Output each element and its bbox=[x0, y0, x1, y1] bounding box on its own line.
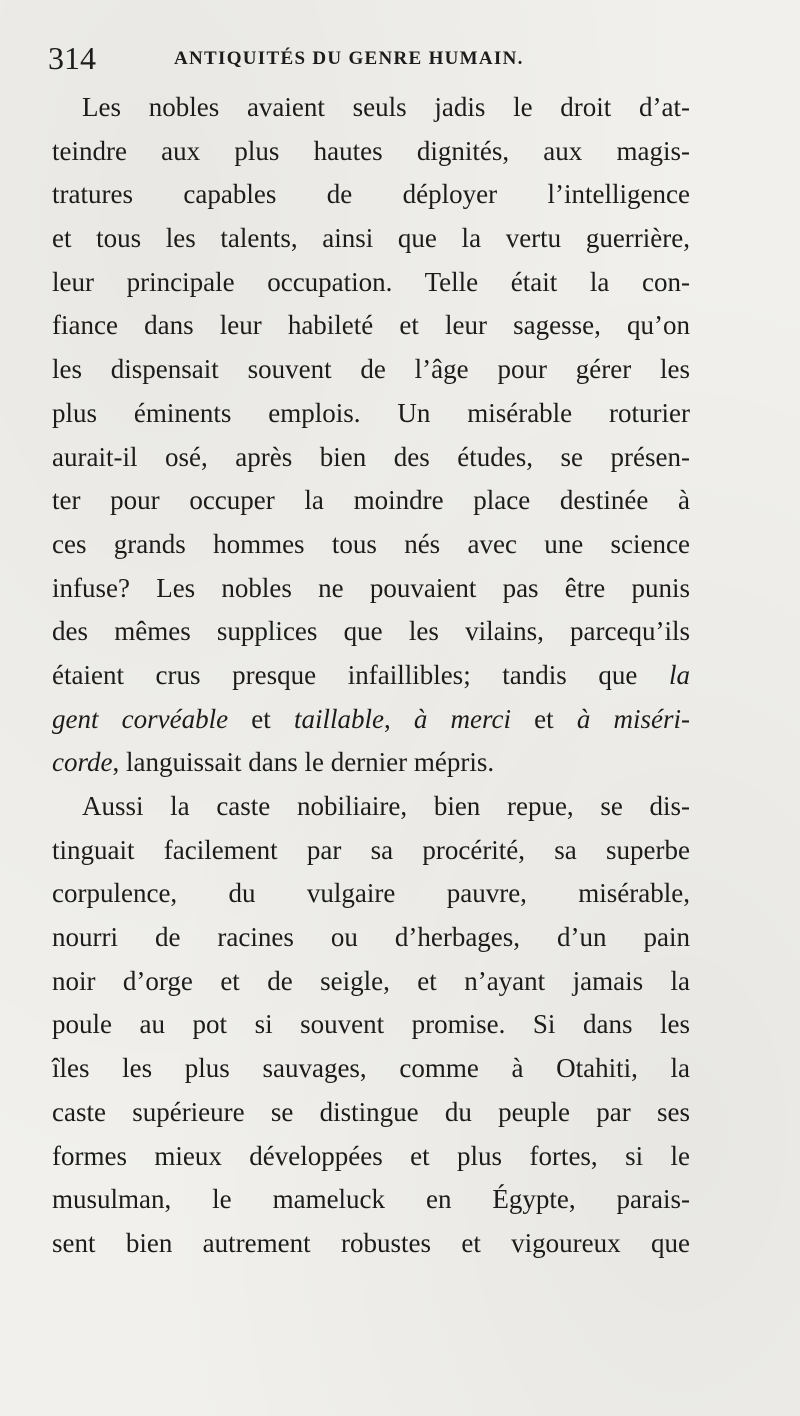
italic-segment: corde bbox=[52, 747, 113, 778]
text-segment: étaient crus presque infaillibles; tandis que bbox=[52, 659, 669, 690]
text-segment: Les nobles avaient seuls jadis le droit d’at- bbox=[82, 92, 690, 122]
text-segment: , bbox=[383, 703, 414, 734]
page-header bbox=[48, 38, 708, 78]
text-line bbox=[52, 698, 690, 742]
text-segment: nourri de racines ou d’herbages, d’un pain bbox=[52, 922, 690, 953]
text-segment: poule au pot si souvent promise. Si dans les bbox=[52, 1009, 690, 1040]
text-segment: Aussi la caste nobiliaire, bien repue, se dis- bbox=[82, 791, 690, 821]
text-segment: leur principale occupation. Telle était la con- bbox=[52, 266, 690, 297]
text-line bbox=[52, 1091, 690, 1135]
text-line bbox=[52, 1135, 690, 1179]
text-segment: les dispensait souvent de l’âge pour gérer les bbox=[52, 354, 690, 385]
text-segment: et bbox=[228, 703, 294, 734]
italic-segment: à miséri- bbox=[576, 703, 690, 734]
text-line bbox=[52, 872, 690, 916]
text-segment: formes mieux développées et plus fortes, si le bbox=[52, 1140, 690, 1171]
text-line bbox=[52, 785, 690, 829]
text-segment: des mêmes supplices que les vilains, parcequ’ils bbox=[52, 616, 690, 647]
text-line bbox=[52, 654, 690, 698]
text-line bbox=[52, 261, 690, 305]
text-line bbox=[52, 348, 690, 392]
text-line bbox=[52, 1003, 690, 1047]
text-segment: tinguait facilement par sa procérité, sa superbe bbox=[52, 834, 690, 865]
italic-segment: la bbox=[668, 659, 690, 690]
text-segment: fiance dans leur habileté et leur sagesse, qu’on bbox=[52, 310, 690, 341]
text-segment: plus éminents emplois. Un misérable roturier bbox=[52, 397, 690, 428]
italic-segment: taillable bbox=[293, 703, 384, 734]
text-line bbox=[52, 1222, 690, 1266]
text-segment: musulman, le mameluck en Égypte, parais- bbox=[52, 1184, 690, 1215]
text-line bbox=[52, 829, 690, 873]
page-number: 314 bbox=[48, 40, 96, 76]
text-segment: ter pour occuper la moindre place destinée à bbox=[52, 485, 690, 516]
text-segment: et tous les talents, ainsi que la vertu guerrière, bbox=[52, 223, 690, 254]
text-line bbox=[52, 130, 690, 174]
text-line bbox=[52, 916, 690, 960]
text-line bbox=[52, 436, 690, 480]
text-line bbox=[52, 741, 690, 785]
text-segment: noir d’orge et de seigle, et n’ayant jamais la bbox=[52, 965, 690, 996]
italic-segment: gent corvéable bbox=[52, 703, 229, 734]
text-segment: ces grands hommes tous nés avec une science bbox=[52, 528, 690, 559]
text-line bbox=[52, 523, 690, 567]
text-line bbox=[52, 304, 690, 348]
text-line bbox=[52, 392, 690, 436]
text-line bbox=[52, 86, 690, 130]
text-segment: infuse? Les nobles ne pouvaient pas être punis bbox=[52, 572, 690, 603]
text-segment: , languissait dans le dernier mépris. bbox=[112, 747, 495, 778]
text-segment: îles les plus sauvages, comme à Otahiti, la bbox=[52, 1053, 690, 1084]
italic-segment: à merci bbox=[413, 703, 511, 734]
running-title: ANTIQUITÉS DU GENRE HUMAIN. bbox=[174, 48, 524, 69]
text-segment: corpulence, du vulgaire pauvre, misérable, bbox=[52, 878, 690, 909]
text-line bbox=[52, 1178, 690, 1222]
text-segment: tratures capables de déployer l’intelligence bbox=[52, 179, 690, 210]
text-line bbox=[52, 567, 690, 611]
text-segment: aurait-il osé, après bien des études, se présen- bbox=[52, 441, 690, 472]
text-segment: sent bien autrement robustes et vigoureux que bbox=[52, 1227, 690, 1258]
text-line bbox=[52, 479, 690, 523]
text-segment: teindre aux plus hautes dignités, aux magis- bbox=[52, 135, 690, 166]
text-segment: caste supérieure se distingue du peuple par ses bbox=[52, 1096, 690, 1127]
text-line bbox=[52, 610, 690, 654]
body-text bbox=[52, 86, 690, 1266]
text-line bbox=[52, 217, 690, 261]
text-line bbox=[52, 1047, 690, 1091]
text-line bbox=[52, 960, 690, 1004]
text-line bbox=[52, 173, 690, 217]
text-segment: et bbox=[511, 703, 577, 734]
